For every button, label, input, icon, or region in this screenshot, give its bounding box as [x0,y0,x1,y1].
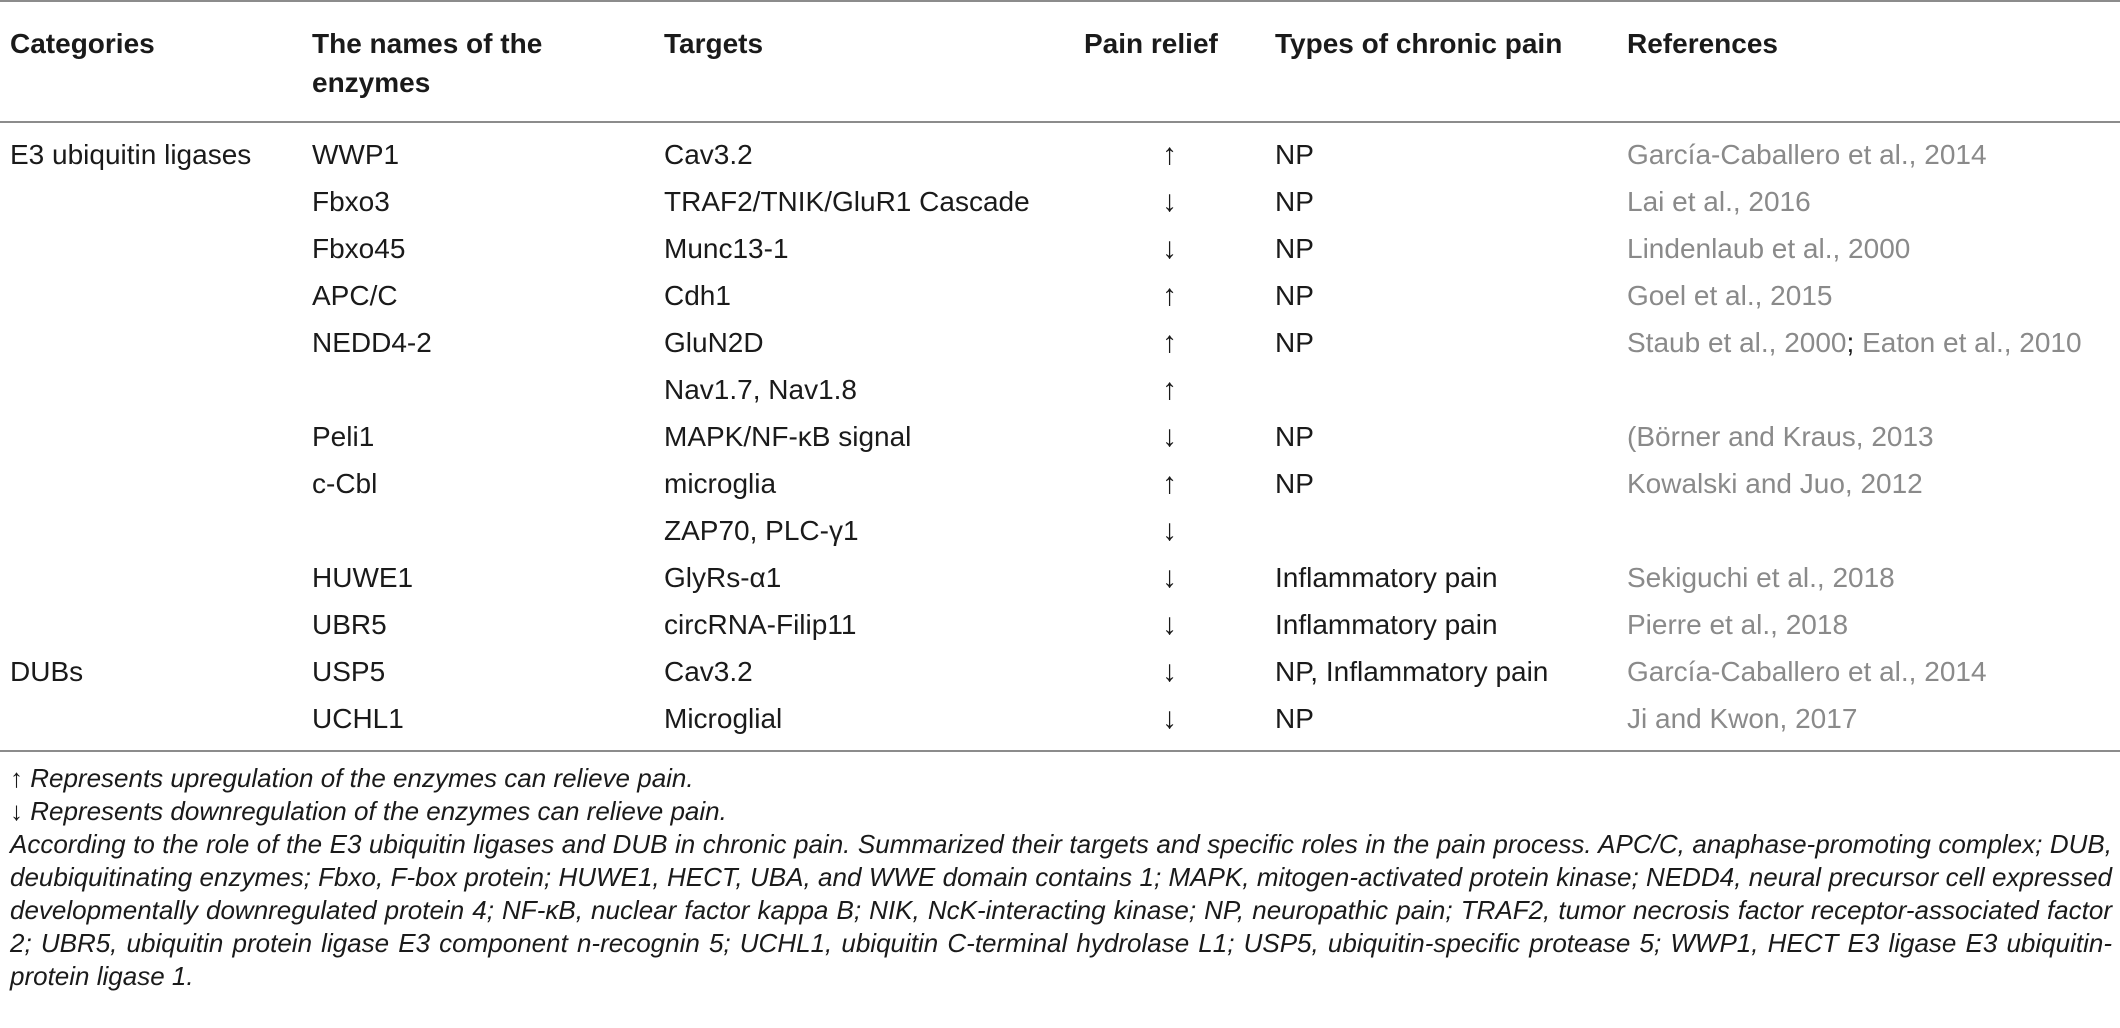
header-pain-relief: Pain relief [1084,28,1218,59]
footnote-upregulation: ↑ Represents upregulation of the enzymes can relieve pain. [10,763,694,793]
enzyme-cell: c-Cbl [312,468,378,499]
reference-cell [1617,319,2120,366]
category-cell: DUBs [10,656,84,687]
category-cell [0,366,302,413]
target-cell: Microglial [664,703,783,734]
enzyme-cell: HUWE1 [312,562,414,593]
pain-type-cell: Inflammatory pain [1275,562,1498,593]
pain-relief-cell: ↓ [1162,514,1177,547]
pain-relief-cell: ↑ [1162,373,1177,406]
enzyme-cell [302,366,654,413]
header-chronic-pain-types: Types of chronic pain [1275,28,1563,59]
target-cell: MAPK/NF-κB signal [664,421,912,452]
reference-link[interactable]: Sekiguchi et al., 2018 [1627,562,1895,593]
reference-cell [1617,648,2120,695]
enzyme-cell: APC/C [312,280,398,311]
pain-type-cell [1265,507,1617,554]
target-cell: circRNA-Filip11 [664,609,857,640]
category-cell [0,601,302,648]
table-row [0,319,2120,366]
category-cell: E3 ubiquitin ligases [10,139,252,170]
pain-relief-cell: ↑ [1162,138,1177,171]
enzyme-cell: WWP1 [312,139,400,170]
reference-link[interactable]: García-Caballero et al., 2014 [1627,656,1987,687]
target-cell: GlyRs-α1 [664,562,782,593]
table-row [0,178,2120,225]
reference-link[interactable]: Staub et al., 2000 [1627,327,1847,358]
enzyme-cell: UBR5 [312,609,387,640]
pain-type-cell: NP [1275,280,1314,311]
header-categories: Categories [10,28,155,59]
pain-type-cell: NP [1275,327,1314,358]
category-cell [0,554,302,601]
pain-type-cell [1265,366,1617,413]
pain-type-cell: NP, Inflammatory pain [1275,656,1549,687]
pain-relief-cell: ↓ [1162,561,1177,594]
enzyme-cell: USP5 [312,656,386,687]
reference-cell [1617,695,2120,751]
pain-relief-cell: ↓ [1162,420,1177,453]
reference-link[interactable]: Ji and Kwon, 2017 [1627,703,1858,734]
pain-type-cell: NP [1275,186,1314,217]
category-cell [0,460,302,507]
reference-cell [1617,366,2120,413]
target-cell: Cav3.2 [664,656,753,687]
reference-cell [1617,225,2120,272]
category-cell [0,695,302,751]
reference-cell [1617,178,2120,225]
category-cell [0,178,302,225]
reference-link[interactable]: (Börner and Kraus, 2013 [1627,421,1934,452]
pain-type-cell: NP [1275,421,1314,452]
reference-cell [1617,122,2120,178]
reference-separator: ; [1846,327,1863,358]
table-row [0,272,2120,319]
table-legend: According to the role of the E3 ubiquitin ligases and DUB in chronic pain. Summarized their targets and specific roles in the pain process. APC/C, anaphase-promoting complex; DUB, deubiquitinating enzymes; Fbxo, F-box protein; HUWE1, HECT, UBA, and WWE domain contains 1; MAPK, mitogen-activated protein kinase; NEDD4, neural precursor cell expressed developmentally downregulated protein 4; NF-κB, nuclear factor kappa B; NIK, NcK-interacting kinase; NP, neuropathic pain; TRAF2, tumor necrosis factor receptor-associated factor 2; UBR5, ubiquitin protein ligase E3 component n-recognin 5; UCHL1, ubiquitin C-terminal hydrolase L1; USP5, ubiquitin-specific protease 5; WWP1, HECT E3 ligase E3 ubiquitin-protein ligase 1. [10,829,2112,991]
pain-type-cell: NP [1275,703,1314,734]
table-row [0,648,2120,695]
pain-type-cell: Inflammatory pain [1275,609,1498,640]
target-cell: Cav3.2 [664,139,753,170]
table-body [0,122,2120,751]
enzyme-cell: UCHL1 [312,703,404,734]
header-enzyme-names: The names of the enzymes [312,28,543,98]
category-cell [0,319,302,366]
header-references: References [1627,28,1778,59]
pain-relief-cell: ↑ [1162,467,1177,500]
table-row [0,460,2120,507]
pain-relief-cell: ↓ [1162,655,1177,688]
target-cell: ZAP70, PLC-γ1 [664,515,859,546]
enzyme-cell: Peli1 [312,421,375,452]
target-cell: microglia [664,468,777,499]
enzyme-cell: NEDD4-2 [312,327,432,358]
table-footnotes [10,762,2112,993]
reference-link[interactable]: García-Caballero et al., 2014 [1627,139,1987,170]
table-row [0,554,2120,601]
reference-link[interactable]: Goel et al., 2015 [1627,280,1833,311]
reference-cell [1617,460,2120,507]
table-row [0,122,2120,178]
pain-relief-cell: ↑ [1162,279,1177,312]
enzyme-cell [302,507,654,554]
enzyme-cell: Fbxo45 [312,233,406,264]
table-row [0,601,2120,648]
header-row [0,1,2120,122]
reference-cell [1617,507,2120,554]
reference-link[interactable]: Eaton et al., 2010 [1862,327,2082,358]
target-cell: Nav1.7, Nav1.8 [664,374,857,405]
reference-cell [1617,554,2120,601]
pain-type-cell: NP [1275,468,1314,499]
enzyme-cell: Fbxo3 [312,186,390,217]
footnote-downregulation: ↓ Represents downregulation of the enzymes can relieve pain. [10,796,727,826]
reference-link[interactable]: Lindenlaub et al., 2000 [1627,233,1911,264]
header-targets: Targets [664,28,764,59]
pain-relief-cell: ↓ [1162,232,1177,265]
pain-relief-cell: ↓ [1162,608,1177,641]
pain-type-cell: NP [1275,139,1314,170]
reference-cell [1617,413,2120,460]
table-row [0,225,2120,272]
reference-cell [1617,601,2120,648]
table-row [0,695,2120,751]
reference-link[interactable]: Pierre et al., 2018 [1627,609,1849,640]
reference-link[interactable]: Lai et al., 2016 [1627,186,1811,217]
table-row [0,507,2120,554]
pain-relief-cell: ↓ [1162,702,1177,735]
table-row [0,366,2120,413]
pain-relief-cell: ↑ [1162,326,1177,359]
category-cell [0,413,302,460]
category-cell [0,225,302,272]
reference-link[interactable]: Kowalski and Juo, 2012 [1627,468,1923,499]
reference-cell [1617,272,2120,319]
pain-relief-cell: ↓ [1162,185,1177,218]
table-header [0,1,2120,122]
table-row [0,413,2120,460]
target-cell: Cdh1 [664,280,731,311]
target-cell: GluN2D [664,327,764,358]
category-cell [0,507,302,554]
category-cell [0,272,302,319]
pain-type-cell: NP [1275,233,1314,264]
target-cell: TRAF2/TNIK/GluR1 Cascade [664,186,1030,217]
target-cell: Munc13-1 [664,233,789,264]
